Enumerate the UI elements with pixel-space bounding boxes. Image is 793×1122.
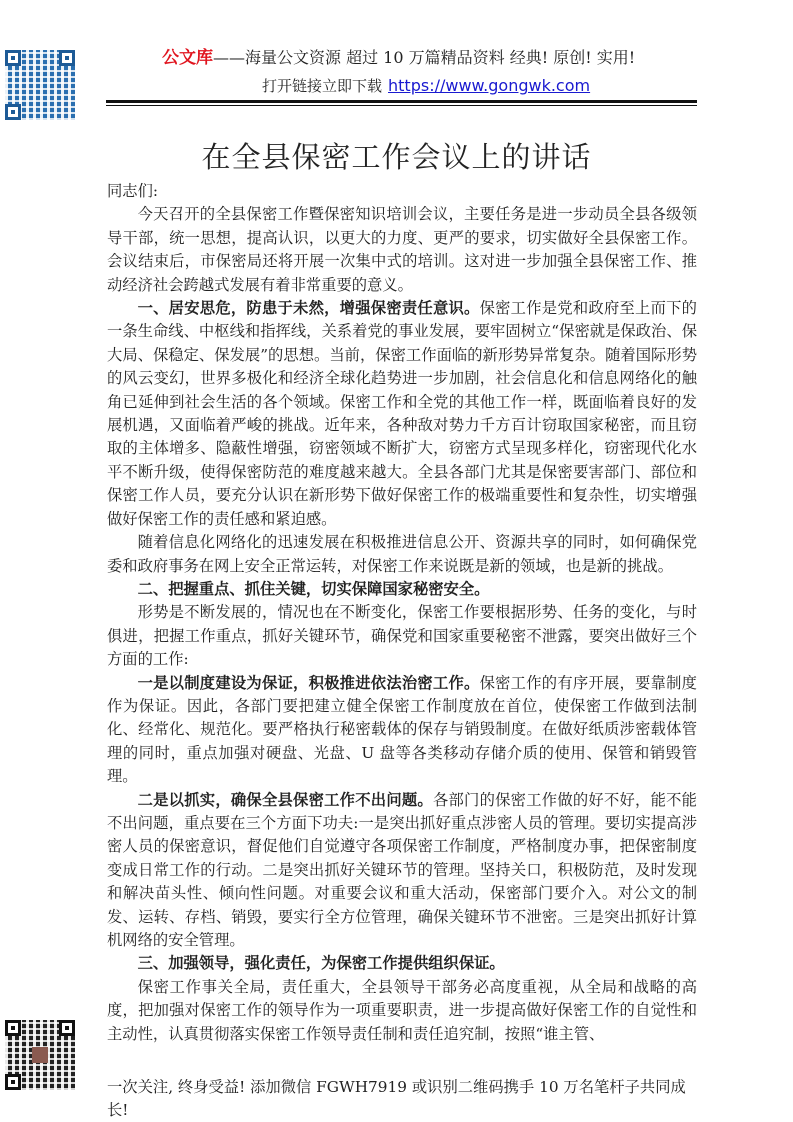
paragraph-text: 随着信息化网络化的迅速发展在积极推进信息公开、资源共享的同时，如何确保党委和政府事务在网上安全正常运转，对保密工作来说既是新的领域，也是新的挑战。 xyxy=(107,533,697,575)
paragraph xyxy=(107,578,697,601)
paragraph-text: 各部门的保密工作做的好不好，能不能不出问题，重点要在三个方面下功夫:一是突出抓好重点涉密人员的管理。要切实提高涉密人员的保密意识，督促他们自觉遵守各项保密工作制度，严格制度办事，把保密制度变成日常工作的行动。二是突出抓好关键环节的管理。坚持关口，积极防范，及时发现和解决苗头性、倾向性问题。对重要会议和重大活动，保密部门要介入。对公文的制发、运转、存档、销毁，要实行全方位管理，确保关键环节不泄密。三是突出抓好计算机网络的安全管理。 xyxy=(107,790,697,949)
download-link[interactable]: https://www.gongwk.com xyxy=(388,76,591,95)
footer xyxy=(107,1046,707,1122)
paragraph-text: 保密工作是党和政府至上而下的一条生命线、中枢线和指挥线，关系着党的事业发展，要牢固树立“保密就是保政治、保大局、保稳定、保发展”的思想。当前，保密工作面临的新形势异常复杂。随着国际形势的风云变幻，世界多极化和经济全球化趋势进一步加剧，社会信息化和信息网络化的触角已延伸到社会生活的各个领域。保密工作和全党的其他工作一样，既面临着良好的发展机遇，又面临着严峻的挑战。近年来，各种敌对势力千方百计窃取国家秘密，而且窃取的主体增多、隐蔽性增强，窃密领域不断扩大，窃密方式呈现多样化，窃密现代化水平不断升级，使得保密防范的难度越来越大。全县各部门尤其是保密要害部门、部位和保密工作人员，要充分认识在新形势下做好保密工作的极端重要性和复杂性，切实增强做好保密工作的责任感和紧迫感。 xyxy=(107,299,697,528)
footer-text: 一次关注, 终身受益! 添加微信 FGWH7919 或识别二维码携手 10 万名笔杆子共同成长! xyxy=(107,1078,686,1120)
paragraph xyxy=(107,976,697,1046)
header-tagline: ——海量公文资源 超过 10 万篇精品资料 经典! 原创! 实用! xyxy=(213,48,636,67)
page-title: 在全县保密工作会议上的讲话 xyxy=(201,140,592,174)
paragraph-text: 形势是不断发展的，情况也在不断变化，保密工作要根据形势、任务的变化，与时俱进，把握工作重点，抓好关键环节，确保党和国家重要秘密不泄露，要突出做好三个方面的工作: xyxy=(107,603,697,669)
header-divider xyxy=(106,100,697,103)
header-banner xyxy=(162,47,635,69)
paragraph-heading: 三、加强领导，强化责任，为保密工作提供组织保证。 xyxy=(137,954,505,973)
paragraph-text: 保密工作的有序开展，要靠制度作为保证。因此，各部门要把建立健全保密工作制度放在首位，使保密工作做到法制化、经常化、规范化。要严格执行秘密载体的保存与销毁制度。在做好纸质涉密载体管理的同时，重点加强对硬盘、光盘、U 盘等各类移动存储介质的使用、保管和销毁管理。 xyxy=(107,673,697,786)
header-divider-thin xyxy=(106,105,697,106)
paragraph xyxy=(107,952,697,975)
document-body xyxy=(107,180,697,1046)
qr-code-bottom xyxy=(5,1020,75,1090)
brand-name: 公文库 xyxy=(162,48,213,68)
paragraph-heading: 一、居安思危，防患于未然，增强保密责任意识。 xyxy=(137,299,480,318)
header-download xyxy=(262,76,590,96)
paragraphs xyxy=(107,203,697,1046)
paragraph-heading: 二、把握重点、抓住关键，切实保障国家秘密安全。 xyxy=(137,579,490,598)
paragraph xyxy=(107,531,697,578)
paragraph-heading: 二是以抓实，确保全县保密工作不出问题。 xyxy=(137,790,433,809)
qr-code-top xyxy=(5,50,75,120)
paragraph-heading: 一是以制度建设为保证，积极推进依法治密工作。 xyxy=(137,673,480,692)
paragraph-text: 今天召开的全县保密工作暨保密知识培训会议，主要任务是进一步动员全县各级领导干部，统一思想，提高认识，以更大的力度、更严的要求，切实做好全县保密工作。会议结束后，市保密局还将开展一次集中式的培训。这对进一步加强全县保密工作、推动经济社会跨越式发展有着非常重要的意义。 xyxy=(107,205,697,294)
paragraph xyxy=(107,672,697,789)
paragraph xyxy=(107,297,697,531)
salutation: 同志们: xyxy=(107,182,159,200)
paragraph xyxy=(107,601,697,671)
paragraph-text: 保密工作事关全局，责任重大，全县领导干部务必高度重视，从全局和战略的高度，把加强对保密工作的领导作为一项重要职责，进一步提高做好保密工作的自觉性和主动性，认真贯彻落实保密工作领导责任制和责任追究制，按照“谁主管、 xyxy=(107,977,697,1043)
page-column xyxy=(107,180,697,1122)
paragraph xyxy=(107,789,697,953)
download-text: 打开链接立即下载 xyxy=(262,77,383,95)
paragraph xyxy=(107,203,697,297)
